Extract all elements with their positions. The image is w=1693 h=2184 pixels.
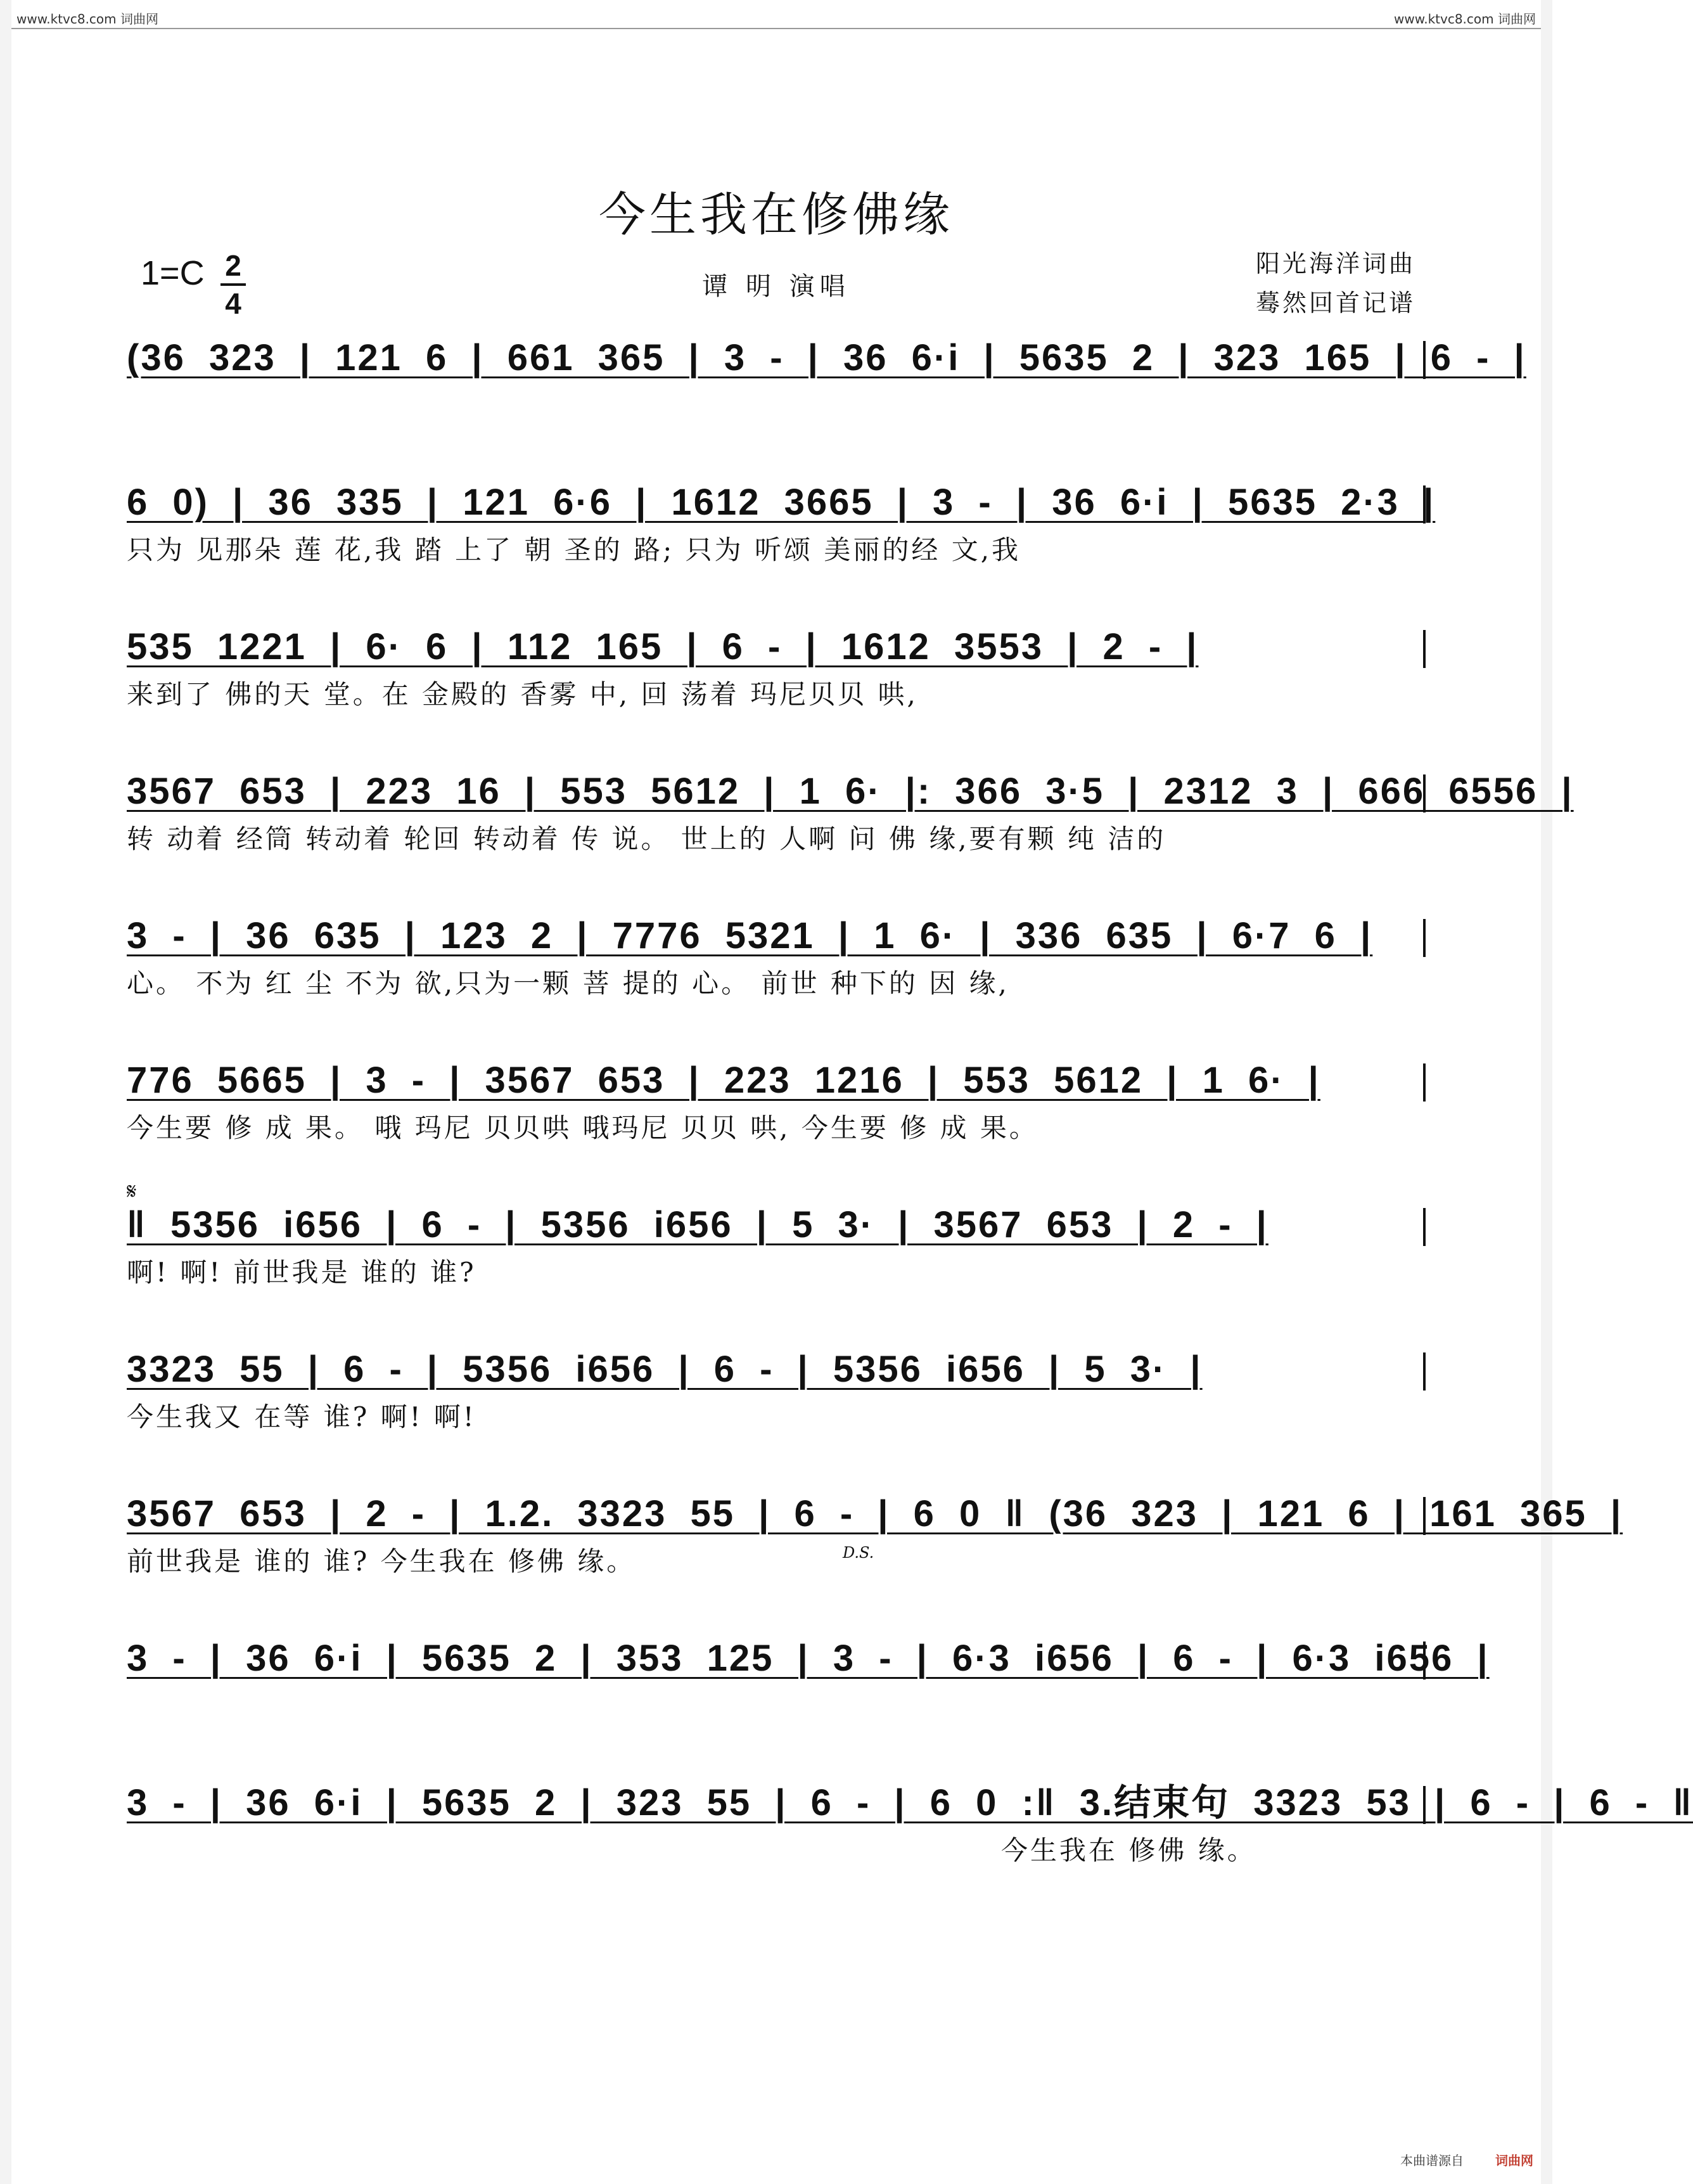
time-numerator: 2 [225, 249, 241, 282]
ds-marking: D.S. [843, 1544, 874, 1562]
score-system [127, 330, 1526, 474]
performer-credit: 谭 明 演唱 [702, 272, 850, 301]
lyric-line [127, 387, 1426, 430]
footer-source-label: 本曲谱源自 [1400, 2153, 1464, 2168]
score-system [127, 1630, 1490, 1775]
lyric-line: 啊! 啊! 前世我是 谁的 谁? [127, 1257, 476, 1288]
right-margin-band [1541, 0, 1552, 2184]
notes-line [127, 1052, 1426, 1109]
notes-text: 3567 653 | 2 - | 1.2. 3323 55 | 6 - | 6 0 ‖ (36 323 | 121 6 | 161 365 | [127, 1493, 1623, 1534]
notes-text: 3567 653 | 223 16 | 553 5612 | 1 6· |: 366 3·5 | 2312 3 | 666 6556 | [127, 771, 1574, 812]
notes-text: 3 - | 36 635 | 123 2 | 7776 5321 | 1 6· | 336 635 | 6·7 6 | [127, 915, 1373, 956]
score-system [127, 619, 1426, 763]
notes-line [127, 1197, 1426, 1254]
notes-line [127, 763, 1574, 820]
notes-line [127, 1775, 1693, 1832]
header-rule [11, 28, 1541, 29]
notes-line [127, 330, 1526, 387]
notes-line [127, 1341, 1426, 1398]
site-watermark-right: www.ktvc8.com 词曲网 [1393, 11, 1536, 27]
lyricist-composer: 阳光海洋词曲 [1255, 250, 1415, 278]
credits [1256, 244, 1415, 323]
lyric-line: 来到了 佛的天 堂。在 金殿的 香雾 中, 回 荡着 玛尼贝贝 哄, [127, 679, 918, 710]
lyric-line: 心。 不为 红 尘 不为 欲,只为一颗 菩 提的 心。 前世 种下的 因 缘, [127, 968, 1009, 999]
score-system [127, 1052, 1426, 1197]
notes-line [127, 1486, 1623, 1543]
notes-text: 6 0) | 36 335 | 121 6·6 | 1612 3665 | 3 - | 36 6·i | 5635 2·3 | [127, 482, 1436, 523]
score-system [127, 763, 1574, 908]
score [127, 330, 1693, 1875]
left-margin-band [0, 0, 11, 2184]
score-system [127, 908, 1426, 1052]
notes-text: 3 - | 36 6·i | 5635 2 | 323 55 | 6 - | 6 0 :‖ 3.结束句 3323 53 | 6 - | 6 - ‖ [127, 1782, 1693, 1823]
lyric-line: 前世我是 谁的 谁? 今生我在 修佛 缘。 [127, 1546, 636, 1577]
lyric-line: 今生我在 修佛 缘。 [1001, 1835, 1256, 1866]
score-system [127, 474, 1436, 619]
notes-text: 776 5665 | 3 - | 3567 653 | 223 1216 | 553 5612 | 1 6· | [127, 1060, 1320, 1101]
footer-site-logo: 词曲网 [1495, 2153, 1533, 2168]
transcriber: 蓦然回首记谱 [1255, 289, 1415, 317]
segno-sign: 𝄋 [127, 1179, 137, 1205]
notes-line [127, 474, 1436, 531]
notes-text: 535 1221 | 6· 6 | 112 165 | 6 - | 1612 3553 | 2 - | [127, 626, 1199, 667]
lyric-line: 今生我又 在等 谁? 啊! 啊! [127, 1401, 476, 1432]
site-watermark-left: www.ktvc8.com 词曲网 [16, 11, 159, 27]
notes-line [127, 1630, 1490, 1687]
score-system [127, 1775, 1693, 1875]
notes-line [127, 908, 1426, 965]
notes-text: 3 - | 36 6·i | 5635 2 | 353 125 | 3 - | 6·3 i656 | 6 - | 6·3 i656 | [127, 1638, 1490, 1679]
notes-text: 3323 55 | 6 - | 5356 i656 | 6 - | 5356 i656 | 5 3· | [127, 1349, 1203, 1390]
score-system [127, 1341, 1426, 1486]
notes-text: (36 323 | 121 6 | 661 365 | 3 - | 36 6·i | 5635 2 | 323 165 | 6 - | [127, 337, 1526, 378]
notes-text: ‖ 5356 i656 | 6 - | 5356 i656 | 5 3· | 3567 653 | 2 - | [127, 1204, 1268, 1245]
notes-line [127, 619, 1426, 676]
lyric-line: 转 动着 经筒 转动着 轮回 转动着 传 说。 世上的 人啊 问 佛 缘,要有颗 纯 洁的 [127, 823, 1166, 854]
key-signature: 1=C [141, 254, 205, 292]
time-denominator: 4 [225, 287, 241, 320]
lyric-line [127, 1687, 1426, 1730]
song-title: 今生我在修佛缘 [599, 188, 954, 242]
lyric-line: 今生要 修 成 果。 哦 玛尼 贝贝哄 哦玛尼 贝贝 哄, 今生要 修 成 果。 [127, 1112, 1038, 1143]
score-system [127, 1486, 1623, 1630]
score-system [127, 1179, 1426, 1341]
lyric-line: 只为 见那朵 莲 花,我 踏 上了 朝 圣的 路; 只为 听颂 美丽的经 文,我 [127, 534, 1021, 565]
